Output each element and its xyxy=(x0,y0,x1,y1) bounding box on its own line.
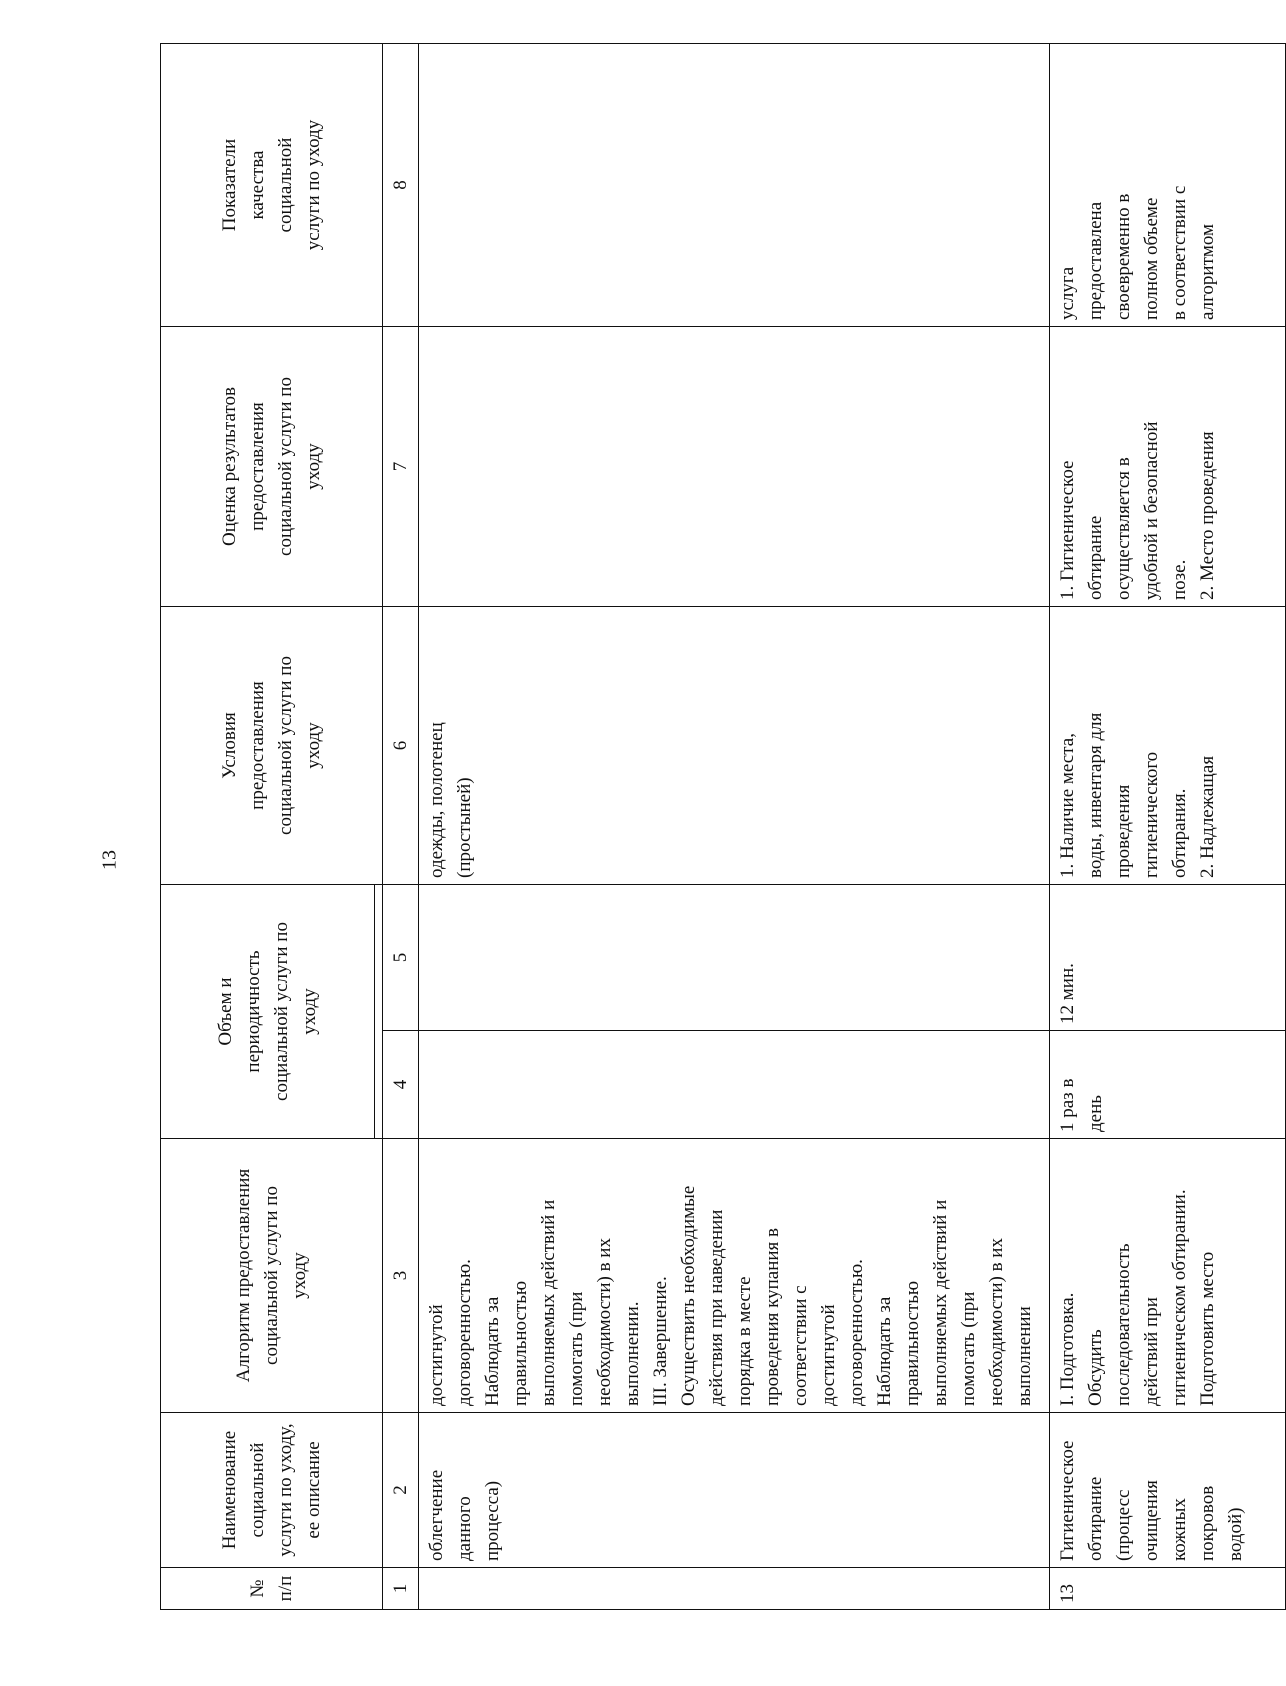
column-number-8: 8 xyxy=(383,44,419,327)
column-number-row xyxy=(383,44,419,1610)
column-number-2: 2 xyxy=(383,1413,419,1568)
rotated-table-wrapper xyxy=(160,44,1285,1610)
row2-cell-1: 13 xyxy=(1050,1568,1286,1610)
column-number-3: 3 xyxy=(383,1139,419,1413)
header-row xyxy=(161,44,375,1610)
row2-cell-7: 1. Гигиеническое обтирание осуществляется в удобной и безопасной позе. 2. Место проведения xyxy=(1050,327,1286,607)
column-number-7: 7 xyxy=(383,327,419,607)
row1-cell-3: достигнутой договоренностью. Наблюдать за правильностью выполняемых действий и помогать (при необходимости) в их выполнении. III. Завершение. Осуществить необходимые действия при наведении порядка в месте проведения купания в соответствии с достигнутой договоренностью. Наблюдать за правильностью выполняемых действий и помогать (при необходимости) в их выполнении xyxy=(419,1139,1050,1413)
page-number: 13 xyxy=(98,850,121,870)
header-col6: Условия предоставления социальной услуги по уходу xyxy=(161,607,383,885)
row2-cell-8: услуга предоставлена своевременно в полном объеме в соответствии с алгоритмом xyxy=(1050,44,1286,327)
row1-cell-7 xyxy=(419,327,1050,607)
row2-cell-2: Гигиеническое обтирание (процесс очищения кожных покровов водой) xyxy=(1050,1413,1286,1568)
row1-cell-8 xyxy=(419,44,1050,327)
row1-cell-4 xyxy=(419,1031,1050,1139)
row2-cell-6: 1. Наличие места, воды, инвентаря для проведения гигиенического обтирания. 2. Надлежащая xyxy=(1050,607,1286,885)
row1-cell-1 xyxy=(419,1568,1050,1610)
services-table xyxy=(160,43,1286,1610)
column-number-5: 5 xyxy=(383,885,419,1031)
header-col3: Алгоритм предоставления социальной услуги по уходу xyxy=(161,1139,383,1413)
row2-cell-4: 1 раз в день xyxy=(1050,1031,1286,1139)
column-number-1: 1 xyxy=(383,1568,419,1610)
row1-cell-6: одежды, полотенец (простыней) xyxy=(419,607,1050,885)
column-number-4: 4 xyxy=(383,1031,419,1139)
header-col45: Объем и периодичность социальной услуги по уходу xyxy=(161,885,375,1139)
column-number-6: 6 xyxy=(383,607,419,885)
header-col7: Оценка результатов предоставления социальной услуги по уходу xyxy=(161,327,383,607)
row1-cell-2: облегчение данного процесса) xyxy=(419,1413,1050,1568)
row2-cell-5: 12 мин. xyxy=(1050,885,1286,1031)
row2-cell-3: I. Подготовка. Обсудить последовательность действий при гигиеническом обтирании. Подготовить место xyxy=(1050,1139,1286,1413)
header-col1: № п/п xyxy=(161,1568,383,1610)
table-row xyxy=(419,44,1050,1610)
header-col2: Наименование социальной услуги по уходу, ее описание xyxy=(161,1413,383,1568)
table-row xyxy=(1050,44,1286,1610)
row1-cell-5 xyxy=(419,885,1050,1031)
header-col8: Показатели качества социальной услуги по уходу xyxy=(161,44,383,327)
